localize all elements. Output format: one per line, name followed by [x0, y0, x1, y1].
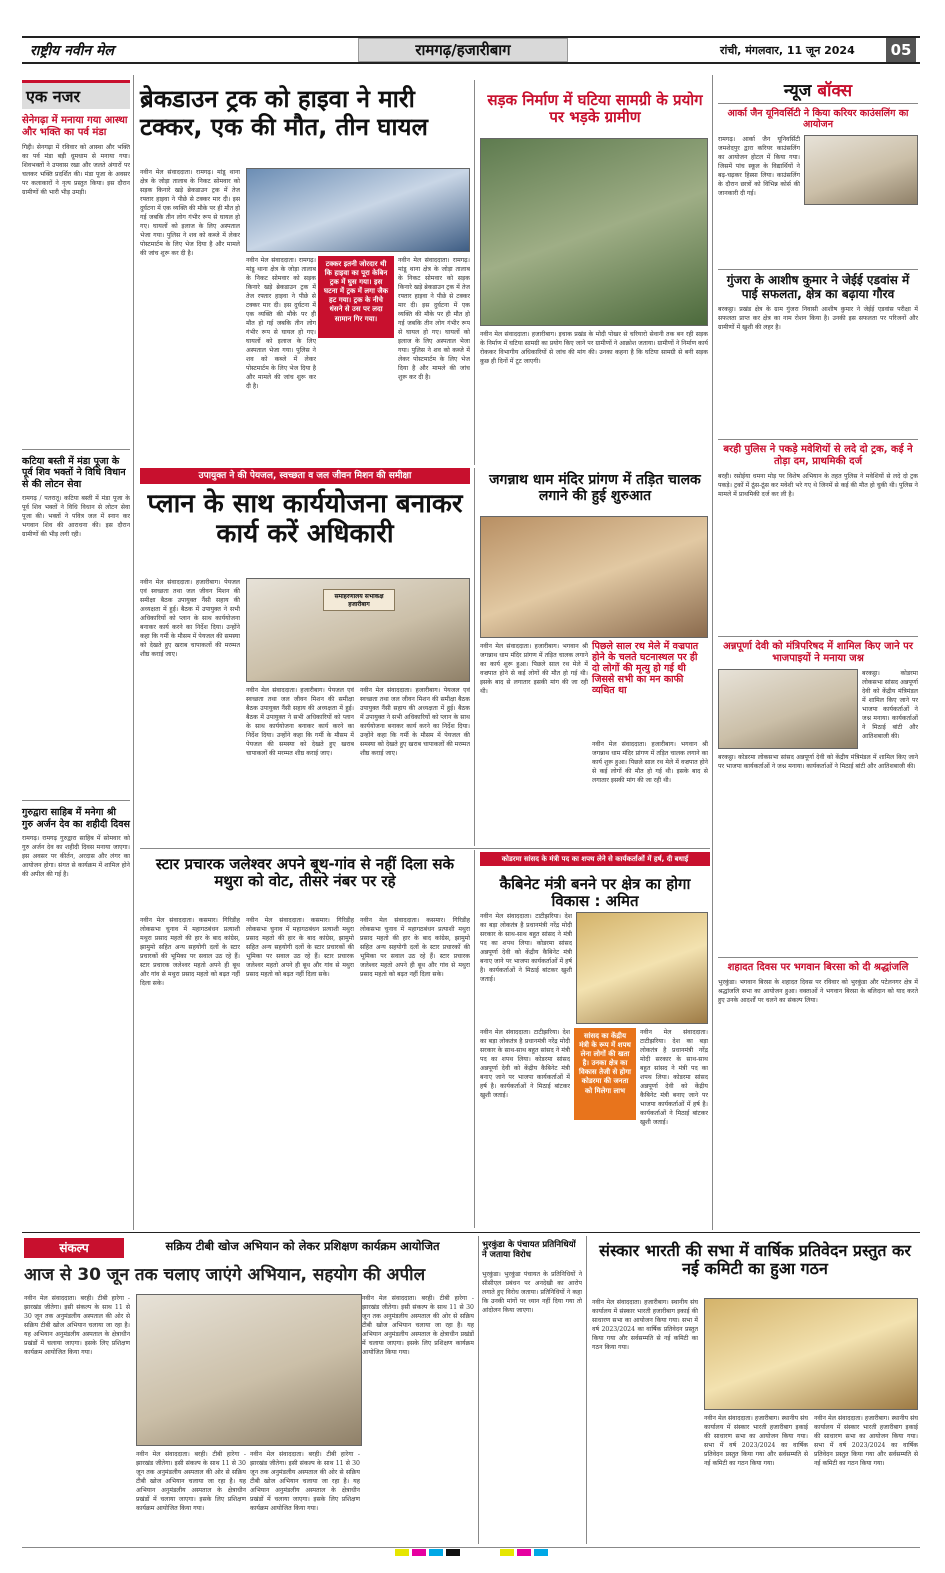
news-box	[718, 78, 918, 1228]
banner-review: उपायुक्त ने की पेयजल, स्वच्छता व जल जीवन मिशन की समीक्षा	[140, 468, 470, 484]
story5-body: नवीन मेल संवाददाता। कसमार। गिरिडीह लोकसभा चुनाव में महागठबंधन प्रत्याशी मथुरा प्रसाद महतो की हार के बाद कांग्रेस, झामुमो सहित अन्य सहयोगी दलों के स्टार प्रचारकों की भूमिका पर सवाल उठ रहे हैं। स्टार प्रचारक जलेश्वर महतो अपने ही बूथ और गांव से मथुरा प्रसाद महतो को बढ़त नहीं दिला सके।	[140, 917, 240, 987]
story3-photo	[246, 578, 470, 682]
sankalp-kicker: सक्रिय टीबी खोज अभियान को लेकर प्रशिक्षण कार्यक्रम आयोजित	[165, 1239, 440, 1253]
story2-headline: सड़क निर्माण में घटिया सामग्री के प्रयोग पर भड़के ग्रामीण	[487, 91, 703, 127]
story6-body-2: नवीन मेल संवाददाता। टाटीझरिया। देश का बड़ा लोकतंत्र है प्रधानमंत्री नरेंद्र मोदी सरकार के साथ-साथ बहुत सांसद ने मंत्री पद का शपथ लिया। कोडरमा सांसद अन्नपूर्णा देवी को केंद्रीय कैबिनेट मंत्री बनाए जाने पर भाजपा कार्यकर्ताओं में हर्ष है। कार्यकर्ताओं ने मिठाई बांटकर खुशी जताई।	[480, 1029, 570, 1099]
news-title: गुंजरा के आशीष कुमार ने जेईई एडवांस में पाई सफलता, क्षेत्र का बढ़ाया गौरव	[726, 272, 910, 301]
story3-body: नवीन मेल संवाददाता। हजारीबाग। पेयजल एवं स्वच्छता तथा जल जीवन मिशन की समीक्षा बैठक उपायुक्त नैंसी सहाय की अध्यक्षता में हुई। बैठक में उपायुक्त ने सभी अधिकारियों को प्लान के साथ कार्ययोजना बनाकर कार्य करने का निर्देश दिया। उन्होंने कहा कि गर्मी के मौसम में पेयजल की समस्या को देखते हुए खराब चापाकलों की मरम्मत शीघ्र कराई जाए।	[140, 579, 240, 658]
story4-photo	[480, 516, 708, 638]
banner-kodarma: कोडरमा सांसद के मंत्री पद का शपथ लेने से कार्यकर्ताओं में हर्ष, दी बधाई	[480, 852, 710, 866]
story6-body-3: नवीन मेल संवाददाता। टाटीझरिया। देश का बड़ा लोकतंत्र है प्रधानमंत्री नरेंद्र मोदी सरकार के साथ-साथ बहुत सांसद ने मंत्री पद का शपथ लिया। कोडरमा सांसद अन्नपूर्णा देवी को केंद्रीय कैबिनेट मंत्री बनाए जाने पर भाजपा कार्यकर्ताओं में हर्ष है। कार्यकर्ताओं ने मिठाई बांटकर खुशी जताई।	[640, 1029, 708, 1126]
news-title: आर्का जैन यूनिवर्सिटी ने किया करियर काउंसलिंग का आयोजन	[727, 108, 909, 131]
sankalp-body: नवीन मेल संवाददाता। बरही। टीबी हारेगा - झारखंड जीतेगा। इसी संकल्प के साथ 11 से 30 जून तक अनुमंडलीय अस्पताल की ओर से सक्रिय टीबी खोज अभियान चलाया जा रहा है। यह अभियान अनुमंडलीय अस्पताल के क्षेत्राधीन प्रखंडों में चलाया जाएगा। इसके लिए प्रशिक्षण कार्यक्रम आयोजित किया गया।	[24, 1295, 130, 1356]
news-body: बरकट्ठा। कोडरमा लोकसभा सांसद अन्नपूर्णा देवी को केंद्रीय मंत्रिमंडल में शामिल किए जाने पर भाजपा कार्यकर्ताओं ने जश्न मनाया। कार्यकर्ताओं ने मिठाई बांटी और आतिशबाजी की।	[862, 670, 918, 741]
color-swatch	[446, 1549, 460, 1556]
sankalp-label: संकल्प	[24, 1238, 124, 1258]
brief-title: गुरुद्वारा साहिब में मनेगा श्री गुरु अर्जन देव का शहीदी दिवस	[22, 807, 130, 830]
section-title: रामगढ़/हजारीबाग	[358, 38, 568, 62]
brief-3	[22, 807, 130, 1134]
story2-body: नवीन मेल संवाददाता। हजारीबाग। इचाक प्रखंड के मोदी पोखर से चरियारो सेवानी तक बन रही सड़क के निर्माण में घटिया सामग्री का प्रयोग किए जाने पर ग्रामीणों ने आक्रोश जताया। ग्रामीणों ने निर्माण कार्य रोककर विभागीय अधिकारियों से जांच की मांग की। उनका कहना है कि घटिया सामग्री से बनी सड़क कुछ ही दिनों में टूट जाएगी।	[480, 331, 708, 365]
news-photo	[718, 669, 858, 749]
news-title: अन्नपूर्णा देवी को मंत्रिपरिषद में शामिल किए जाने पर भाजपाइयों ने मनाया जश्न	[723, 641, 913, 665]
story1-photo	[246, 168, 470, 252]
story3-headline: प्लान के साथ कार्ययोजना बनाकर कार्य करें अधिकारी	[147, 489, 463, 549]
news-photo	[804, 135, 918, 205]
sankalp-headline: आज से 30 जून तक चलाए जाएंगे अभियान, सहयोग की अपील	[24, 1265, 426, 1285]
story1-body-2: नवीन मेल संवाददाता। रामगढ़। मांडू थाना क्षेत्र के जोड़ा तालाब के निकट सोमवार को सड़क किनारे खड़े ब्रेकडाउन ट्रक में तेज रफ्तार हाइवा ने पीछे से टक्कर मार दी। इस दुर्घटना में एक व्यक्ति की मौके पर ही मौत हो गई जबकि तीन लोग गंभीर रूप से घायल हो गए। घायलों को इलाज के लिए अस्पताल भेजा गया। पुलिस ने शव को कब्जे में लेकर पोस्टमार्टम के लिए भेज दिया है और मामले की जांच शुरू कर दी है।	[246, 257, 316, 390]
news-title: बरही पुलिस ने पकड़े मवेशियों से लदे दो ट्रक, कई ने तोड़ा दम, प्राथमिकी दर्ज	[723, 444, 913, 468]
story1-callout: टक्कर इतनी जोरदार थी कि हाइवा का पूरा केबिन ट्रक में घुस गया। इस घटना में ट्रक में लगा जैक हट गया। ट्रक के नीचे धंसने से उस पर लदा सामान गिर गया।	[318, 256, 394, 338]
story6-headline: कैबिनेट मंत्री बनने पर क्षेत्र का होगा विकास : अमित	[499, 875, 691, 911]
sankalp-body-4: नवीन मेल संवाददाता। बरही। टीबी हारेगा - झारखंड जीतेगा। इसी संकल्प के साथ 11 से 30 जून तक अनुमंडलीय अस्पताल की ओर से सक्रिय टीबी खोज अभियान चलाया जा रहा है। यह अभियान अनुमंडलीय अस्पताल के क्षेत्राधीन प्रखंडों में चलाया जाएगा। इसके लिए प्रशिक्षण कार्यक्रम आयोजित किया गया।	[250, 1451, 360, 1512]
page-number: 05	[886, 38, 916, 62]
ek-nazar-label: एक नजर	[22, 80, 130, 109]
news-body: रामगढ़। आर्का जैन यूनिवर्सिटी जमशेदपुर द्वारा करियर काउंसलिंग का आयोजन होटल में किया गया। जिसमें पांच स्कूल के विद्यार्थियों ने बढ़-चढ़कर हिस्सा लिया। काउंसलिंग के दौरान छात्रों को विभिन्न कोर्स की जानकारी दी गई।	[718, 135, 800, 197]
news-box-label: न्यूज बॉक्स	[718, 78, 918, 104]
dateline: रांची, मंगलवार, 11 जून 2024	[720, 44, 855, 57]
story7-body: भुरकुंडा। भुरकुंडा पंचायत के प्रतिनिधियों ने सीसीएल प्रबंधन पर अनदेखी का आरोप लगाते हुए विरोध जताया। प्रतिनिधियों ने कहा कि उनकी मांगों पर ध्यान नहीं दिया गया तो आंदोलन किया जाएगा।	[482, 1271, 582, 1314]
color-swatch	[395, 1549, 409, 1556]
color-swatch	[429, 1549, 443, 1556]
story5-headline: स्टार प्रचारक जलेश्वर अपने बूथ-गांव से नहीं दिला सके मथुरा को वोट, तीसरे नंबर पर रहे	[155, 855, 455, 891]
story1-body-3: नवीन मेल संवाददाता। रामगढ़। मांडू थाना क्षेत्र के जोड़ा तालाब के निकट सोमवार को सड़क किनारे खड़े ब्रेकडाउन ट्रक में तेज रफ्तार हाइवा ने पीछे से टक्कर मार दी। इस दुर्घटना में एक व्यक्ति की मौके पर ही मौत हो गई जबकि तीन लोग गंभीर रूप से घायल हो गए। घायलों को इलाज के लिए अस्पताल भेजा गया। पुलिस ने शव को कब्जे में लेकर पोस्टमार्टम के लिए भेज दिया है और मामले की जांच शुरू कर दी है।	[398, 257, 470, 381]
left-column	[22, 80, 130, 1230]
story8-photo	[704, 1298, 918, 1410]
brief-body: रामगढ़। रामगढ़ गुरुद्वारा साहिब में सोमवार को गुरु अर्जन देव का शहीदी दिवस मनाया जाएगा। इस अवसर पर कीर्तन, अरदास और लंगर का आयोजन होगा। संगत से कार्यक्रम में शामिल होने की अपील की गई है।	[22, 834, 130, 878]
story3-body-2: नवीन मेल संवाददाता। हजारीबाग। पेयजल एवं स्वच्छता तथा जल जीवन मिशन की समीक्षा बैठक उपायुक्त नैंसी सहाय की अध्यक्षता में हुई। बैठक में उपायुक्त ने सभी अधिकारियों को प्लान के साथ कार्ययोजना बनाकर कार्य करने का निर्देश दिया। उन्होंने कहा कि गर्मी के मौसम में पेयजल की समस्या को देखते हुए खराब चापाकलों की मरम्मत शीघ्र कराई जाए।	[246, 687, 354, 757]
sankalp-body-3: नवीन मेल संवाददाता। बरही। टीबी हारेगा - झारखंड जीतेगा। इसी संकल्प के साथ 11 से 30 जून तक अनुमंडलीय अस्पताल की ओर से सक्रिय टीबी खोज अभियान चलाया जा रहा है। यह अभियान अनुमंडलीय अस्पताल के क्षेत्राधीन प्रखंडों में चलाया जाएगा। इसके लिए प्रशिक्षण कार्यक्रम आयोजित किया गया।	[136, 1451, 246, 1512]
news-body: बरही। रसोईया धमना मोड़ पर विशेष अभियान के तहत पुलिस ने मवेशियों से लदे दो ट्रक पकड़े। ट्रकों में ठूंस-ठूंस कर मवेशी भरे गए थे जिनमें से कई की मौत हो चुकी थी। पुलिस ने मामले में प्राथमिकी दर्ज कर ली है।	[718, 473, 918, 499]
story1-headline: ब्रेकडाउन ट्रक को हाइवा ने मारी टक्कर, एक की मौत, तीन घायल	[140, 85, 428, 141]
news-body: बरकट्ठा। कोडरमा लोकसभा सांसद अन्नपूर्णा देवी को केंद्रीय मंत्रिमंडल में शामिल किए जाने पर भाजपा कार्यकर्ताओं ने जश्न मनाया। कार्यकर्ताओं ने मिठाई बांटी और आतिशबाजी की।	[718, 754, 918, 771]
masthead: राष्ट्रीय नवीन मेल	[30, 43, 114, 59]
story5-body-3: नवीन मेल संवाददाता। कसमार। गिरिडीह लोकसभा चुनाव में महागठबंधन प्रत्याशी मथुरा प्रसाद महतो की हार के बाद कांग्रेस, झामुमो सहित अन्य सहयोगी दलों के स्टार प्रचारकों की भूमिका पर सवाल उठ रहे हैं। स्टार प्रचारक जलेश्वर महतो अपने ही बूथ और गांव से मथुरा प्रसाद महतो को बढ़त नहीं दिला सके।	[360, 917, 470, 978]
color-swatch	[412, 1549, 426, 1556]
story8-headline: संस्कार भारती की सभा में वार्षिक प्रतिवेदन प्रस्तुत कर नई कमिटी का हुआ गठन	[599, 1241, 911, 1279]
news-title: शहादत दिवस पर भगवान बिरसा को दी श्रद्धांजलि	[727, 962, 909, 974]
brief-title: सेनेगढ़ा में मनाया गया आस्था और भक्ति का पर्व मंडा	[22, 115, 128, 138]
news-body: भुरकुंडा। भगवान बिरसा के शहादत दिवस पर रविवार को भुरकुंडा और पटेलनगर क्षेत्र में श्रद्धांजलि सभा का आयोजन हुआ। वक्ताओं ने भगवान बिरसा के बलिदान को याद करते हुए उनके आदर्शों पर चलने का संकल्प लिया।	[718, 979, 918, 1005]
story7-kicker: भुरकुंडा के पंचायत प्रतिनिधियों ने जताया विरोध	[482, 1240, 576, 1261]
color-swatch	[517, 1549, 531, 1556]
story4-headline: जगन्नाथ धाम मंदिर प्रांगण में तड़ित चालक लगाने की हुई शुरुआत	[489, 472, 701, 505]
story4-body: नवीन मेल संवाददाता। हजारीबाग। भगवान श्री जगन्नाथ धाम मंदिर प्रांगण में तड़ित चालक लगाने का कार्य शुरू हुआ। पिछले साल रथ मेले में वज्रपात होने से कई लोगों की मौत हो गई थी। इसके बाद से लगातार इसकी मांग की जा रही थी।	[480, 643, 588, 695]
story8-body-3: नवीन मेल संवाददाता। हजारीबाग। स्थानीय संघ कार्यालय में संस्कार भारती हजारीबाग इकाई की साधारण सभा का आयोजन किया गया। सभा में वर्ष 2023/2024 का वार्षिक प्रतिवेदन प्रस्तुत किया गया और सर्वसम्मति से नई कमिटी का गठन किया गया।	[814, 1415, 918, 1467]
brief-body: गिद्दी। सेनगढ़ा में रविवार को आस्था और भक्ति का पर्व मंडा बड़ी धूमधाम से मनाया गया। शिवभक्तों ने उपवास रखा और जलते अंगारों पर चलकर भक्ति प्रदर्शित की। मंडा पूजा के अवसर पर कलाकारों ने नृत्य प्रस्तुत किया। इस दौरान ग्रामीणों की भारी भीड़ उमड़ी।	[22, 144, 130, 196]
story8-body-2: नवीन मेल संवाददाता। हजारीबाग। स्थानीय संघ कार्यालय में संस्कार भारती हजारीबाग इकाई की साधारण सभा का आयोजन किया गया। सभा में वर्ष 2023/2024 का वार्षिक प्रतिवेदन प्रस्तुत किया गया और सर्वसम्मति से नई कमिटी का गठन किया गया।	[704, 1415, 808, 1467]
story8-body: नवीन मेल संवाददाता। हजारीबाग। स्थानीय संघ कार्यालय में संस्कार भारती हजारीबाग इकाई की साधारण सभा का आयोजन किया गया। सभा में वर्ष 2023/2024 का वार्षिक प्रतिवेदन प्रस्तुत किया गया और सर्वसम्मति से नई कमिटी का गठन किया गया।	[592, 1299, 698, 1351]
color-swatch	[534, 1549, 548, 1556]
brief-1	[22, 115, 130, 443]
story6-callout: सांसद का केंद्रीय मंत्री के रूप में शपथ लेना लोगों की खता है। उनका क्षेत्र का विकास तेजी से होगा कोडरमा की जनता को मिलेगा लाभ	[574, 1028, 636, 1120]
story2-photo	[480, 138, 708, 326]
story6-photo	[576, 912, 708, 1024]
story1-body: नवीन मेल संवाददाता। रामगढ़। मांडू थाना क्षेत्र के जोड़ा तालाब के निकट सोमवार को सड़क किनारे खड़े ब्रेकडाउन ट्रक में तेज रफ्तार हाइवा ने पीछे से टक्कर मार दी। इस दुर्घटना में एक व्यक्ति की मौके पर ही मौत हो गई जबकि तीन लोग गंभीर रूप से घायल हो गए। घायलों को इलाज के लिए अस्पताल भेजा गया। पुलिस ने शव को कब्जे में लेकर पोस्टमार्टम के लिए भेज दिया है और मामले की जांच शुरू कर दी है।	[140, 169, 240, 257]
story3-body-3: नवीन मेल संवाददाता। हजारीबाग। पेयजल एवं स्वच्छता तथा जल जीवन मिशन की समीक्षा बैठक उपायुक्त नैंसी सहाय की अध्यक्षता में हुई। बैठक में उपायुक्त ने सभी अधिकारियों को प्लान के साथ कार्ययोजना बनाकर कार्य करने का निर्देश दिया। उन्होंने कहा कि गर्मी के मौसम में पेयजल की समस्या को देखते हुए खराब चापाकलों की मरम्मत शीघ्र कराई जाए।	[360, 687, 470, 757]
sankalp-body-2: नवीन मेल संवाददाता। बरही। टीबी हारेगा - झारखंड जीतेगा। इसी संकल्प के साथ 11 से 30 जून तक अनुमंडलीय अस्पताल की ओर से सक्रिय टीबी खोज अभियान चलाया जा रहा है। यह अभियान अनुमंडलीय अस्पताल के क्षेत्राधीन प्रखंडों में चलाया जाएगा। इसके लिए प्रशिक्षण कार्यक्रम आयोजित किया गया।	[362, 1295, 474, 1356]
story4-callout: पिछले साल रथ मेले में वज्रपात होने के चलते घटनास्थल पर ही दो लोगों की मृत्यु हो गई थी जिससे सभी का मन काफी व्यथित था	[592, 641, 699, 696]
brief-body: रामगढ़ / पतरातू। कटिया बस्ती में मंडा पूजा के पूर्व शिव भक्तों ने विधि विधान से लोटन सेवा पूजा की। भक्तों ने पवित्र जल में स्नान कर भगवान शिव की आराधना की। इस दौरान ग्रामीणों की भीड़ लगी रही।	[22, 495, 130, 539]
brief-2	[22, 456, 130, 794]
footer-bar	[22, 1547, 920, 1557]
news-body: बरकट्ठा। प्रखंड क्षेत्र के ग्राम गुंजरा निवासी आशीष कुमार ने जेईई एडवांस परीक्षा में सफलता प्राप्त कर क्षेत्र का नाम रोशन किया है। उनकी इस सफलता पर परिजनों और ग्रामीणों में खुशी की लहर है।	[718, 306, 918, 332]
brief-title: कटिया बस्ती में मंडा पूजा के पूर्व शिव भक्तों ने विधि विधान से की लोटन सेवा	[22, 456, 126, 490]
story5-body-2: नवीन मेल संवाददाता। कसमार। गिरिडीह लोकसभा चुनाव में महागठबंधन प्रत्याशी मथुरा प्रसाद महतो की हार के बाद कांग्रेस, झामुमो सहित अन्य सहयोगी दलों के स्टार प्रचारकों की भूमिका पर सवाल उठ रहे हैं। स्टार प्रचारक जलेश्वर महतो अपने ही बूथ और गांव से मथुरा प्रसाद महतो को बढ़त नहीं दिला सके।	[246, 917, 354, 978]
story4-body-2: नवीन मेल संवाददाता। हजारीबाग। भगवान श्री जगन्नाथ धाम मंदिर प्रांगण में तड़ित चालक लगाने का कार्य शुरू हुआ। पिछले साल रथ मेले में वज्रपात होने से कई लोगों की मौत हो गई थी। इसके बाद से लगातार इसकी मांग की जा रही थी।	[592, 741, 708, 784]
color-swatch	[500, 1549, 514, 1556]
photo-sign: समाहरणालय सभाकक्ष हजारीबाग	[323, 589, 395, 611]
sankalp-photo	[136, 1294, 362, 1446]
story6-body: नवीन मेल संवाददाता। टाटीझरिया। देश का बड़ा लोकतंत्र है प्रधानमंत्री नरेंद्र मोदी सरकार के साथ-साथ बहुत सांसद ने मंत्री पद का शपथ लिया। कोडरमा सांसद अन्नपूर्णा देवी को केंद्रीय कैबिनेट मंत्री बनाए जाने पर भाजपा कार्यकर्ताओं में हर्ष है। कार्यकर्ताओं ने मिठाई बांटकर खुशी जताई।	[480, 913, 572, 983]
